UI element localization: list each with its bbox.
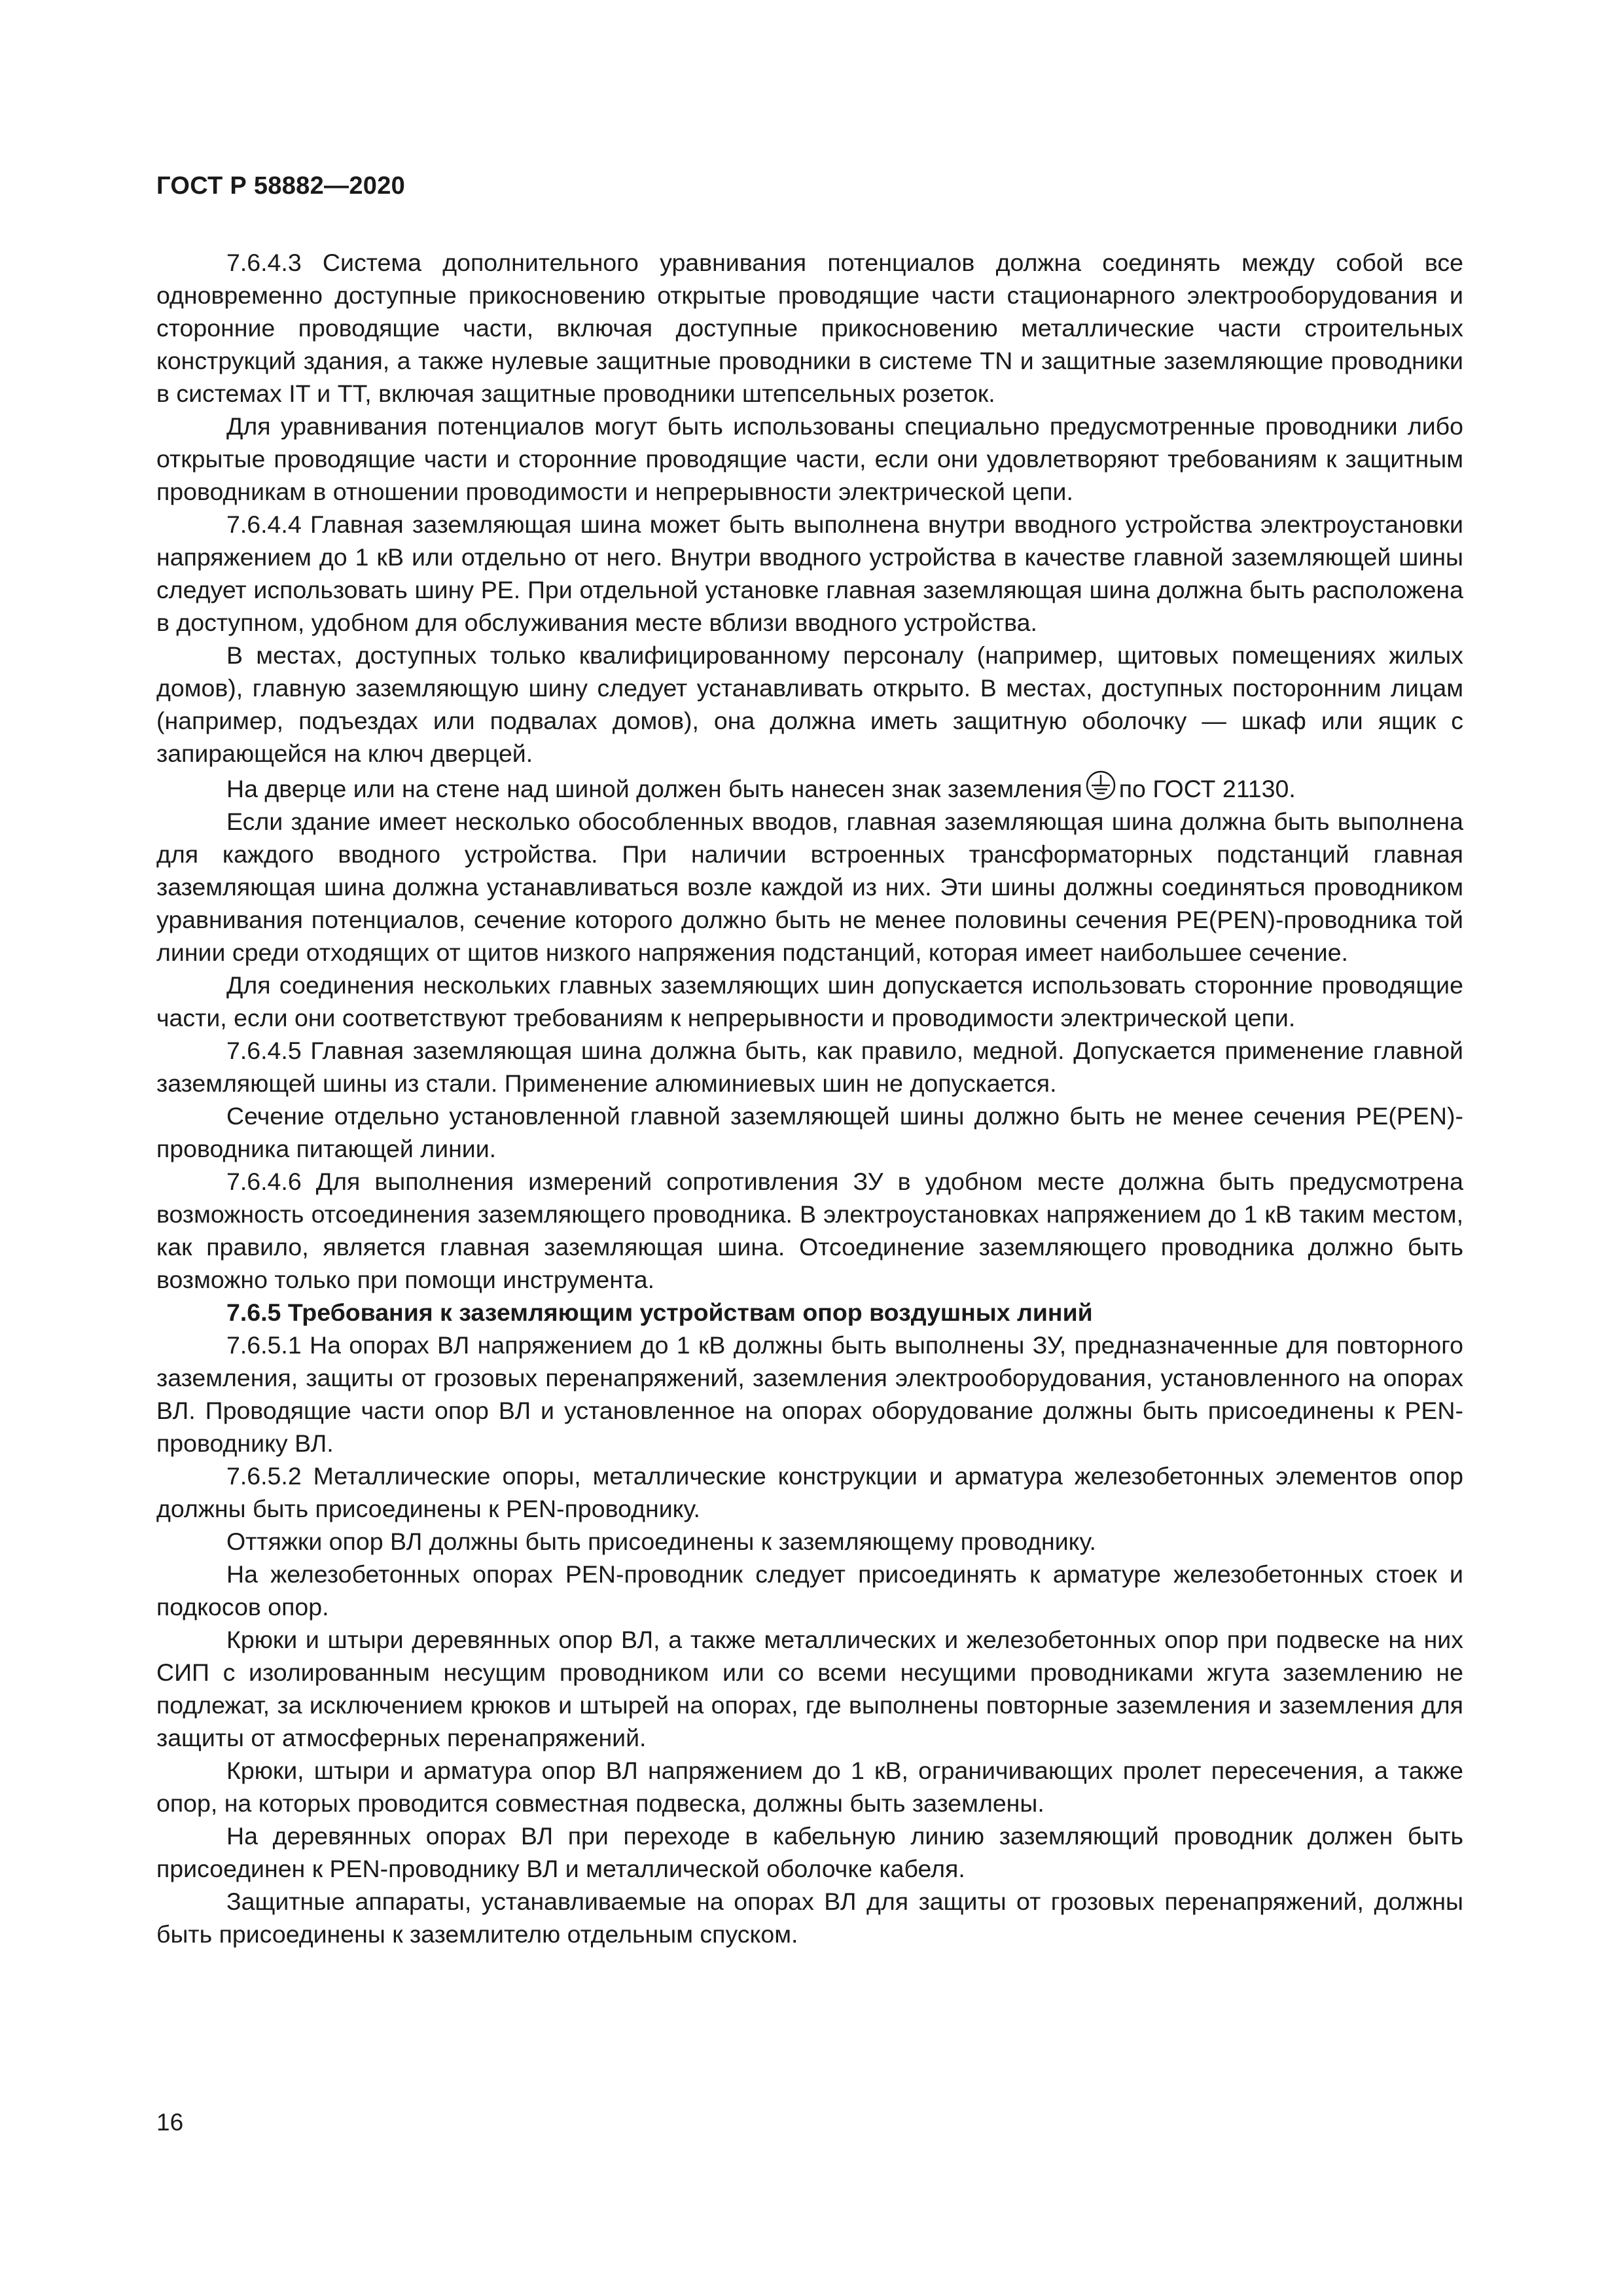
paragraph: 7.6.5.1 На опорах ВЛ напряжением до 1 кВ должны быть выполнены ЗУ, предназначенные для повторного заземления, защиты от грозовых перенапряжений, заземления электрооборудования, установленного на опорах ВЛ. Проводящие части опор ВЛ и установленное на опорах оборудование должны быть присоединены к PEN-проводнику ВЛ. bbox=[156, 1331, 1463, 1457]
paragraph: Если здание имеет несколько обособленных вводов, главная заземляющая шина должна быть выполнена для каждого вводного устройства. При наличии встроенных трансформаторных подстанций главная заземляющая шина должна устанавливаться возле каждой из них. Эти шины должны соединяться проводником уравнивания потенциалов, сечение которого должно быть не менее половины сечения PE(PEN)-проводника той линии среди отходящих от щитов низкого напряжения подстанций, которая имеет наибольшее сечение. bbox=[156, 808, 1463, 966]
document-body bbox=[156, 246, 1463, 1950]
document-header: ГОСТ Р 58882—2020 bbox=[156, 172, 406, 200]
paragraph: Крюки и штыри деревянных опор ВЛ, а также металлических и железобетонных опор при подвеске на них СИП с изолированным несущим проводником или со всеми несущими проводниками жгута заземлению не подлежат, за исключением крюков и штырей на опорах, где выполнены повторные заземления и заземления для защиты от атмосферных перенапряжений. bbox=[156, 1626, 1463, 1751]
paragraph: На деревянных опорах ВЛ при переходе в кабельную линию заземляющий проводник должен быть присоединен к PEN-проводнику ВЛ и металлической оболочке кабеля. bbox=[156, 1822, 1463, 1882]
paragraph: 7.6.4.6 Для выполнения измерений сопротивления ЗУ в удобном месте должна быть предусмотрена возможность отсоединения заземляющего проводника. В электроустановках напряжением до 1 кВ таким местом, как правило, является главная заземляющая шина. Отсоединение заземляющего проводника должно быть возможно только при помощи инструмента. bbox=[156, 1168, 1463, 1293]
paragraph: На железобетонных опорах PEN-проводник следует присоединять к арматуре железобетонных стоек и подкосов опор. bbox=[156, 1560, 1463, 1621]
paragraph: 7.6.4.5 Главная заземляющая шина должна быть, как правило, медной. Допускается применение главной заземляющей шины из стали. Применение алюминиевых шин не допускается. bbox=[156, 1037, 1463, 1097]
sign-text-before: На дверце или на стене над шиной должен быть нанесен знак заземления bbox=[226, 775, 1082, 802]
paragraph: В местах, доступных только квалифицированному персоналу (например, щитовых помещениях жилых домов), главную заземляющую шину следует устанавливать открыто. В местах, доступных посторонним лицам (например, подъездах или подвалах домов), она должна иметь защитную оболочку — шкаф или ящик с запирающейся на ключ дверцей. bbox=[156, 641, 1463, 767]
paragraph: Защитные аппараты, устанавливаемые на опорах ВЛ для защиты от грозовых перенапряжений, должны быть присоединены к заземлителю отдельным спуском. bbox=[156, 1888, 1463, 1948]
paragraph: Оттяжки опор ВЛ должны быть присоединены к заземляющему проводнику. bbox=[226, 1528, 1096, 1555]
earth-ground-sign-icon bbox=[1085, 770, 1116, 801]
paragraph: 7.6.4.3 Система дополнительного уравнивания потенциалов должна соединять между собой все одновременно доступные прикосновению открытые проводящие части стационарного электрооборудования и сторонние проводящие части, включая доступные прикосновению металлические части строительных конструкций здания, а также нулевые защитные проводники в системе TN и защитные заземляющие проводники в системах IT и TT, включая защитные проводники штепсельных розеток. bbox=[156, 249, 1463, 407]
paragraph: Для уравнивания потенциалов могут быть использованы специально предусмотренные проводники либо открытые проводящие части и сторонние проводящие части, если они удовлетворяют требованиям к защитным проводникам в отношении проводимости и непрерывности электрической цепи. bbox=[156, 412, 1463, 505]
paragraph: Крюки, штыри и арматура опор ВЛ напряжением до 1 кВ, ограничивающих пролет пересечения, а также опор, на которых проводится совместная подвеска, должны быть заземлены. bbox=[156, 1757, 1463, 1817]
paragraph: Сечение отдельно установленной главной заземляющей шины должно быть не менее сечения PE(PEN)-проводника питающей линии. bbox=[156, 1102, 1463, 1162]
paragraph: Для соединения нескольких главных заземляющих шин допускается использовать сторонние проводящие части, если они соответствуют требованиям к непрерывности и проводимости электрической цепи. bbox=[156, 971, 1463, 1031]
sign-text-after: по ГОСТ 21130. bbox=[1118, 775, 1296, 802]
page-number: 16 bbox=[156, 2109, 184, 2136]
paragraph-earth-sign bbox=[156, 770, 1463, 805]
paragraph: 7.6.5.2 Металлические опоры, металлические конструкции и арматура железобетонных элементов опор должны быть присоединены к PEN-проводнику. bbox=[156, 1462, 1463, 1522]
paragraph: 7.6.4.4 Главная заземляющая шина может быть выполнена внутри вводного устройства электроустановки напряжением до 1 кВ или отдельно от него. Внутри вводного устройства в качестве главной заземляющей шины следует использовать шину PE. При отдельной установке главная заземляющая шина должна быть расположена в доступном, удобном для обслуживания месте вблизи вводного устройства. bbox=[156, 511, 1463, 636]
section-subheading: 7.6.5 Требования к заземляющим устройствам опор воздушных линий bbox=[226, 1299, 1093, 1326]
